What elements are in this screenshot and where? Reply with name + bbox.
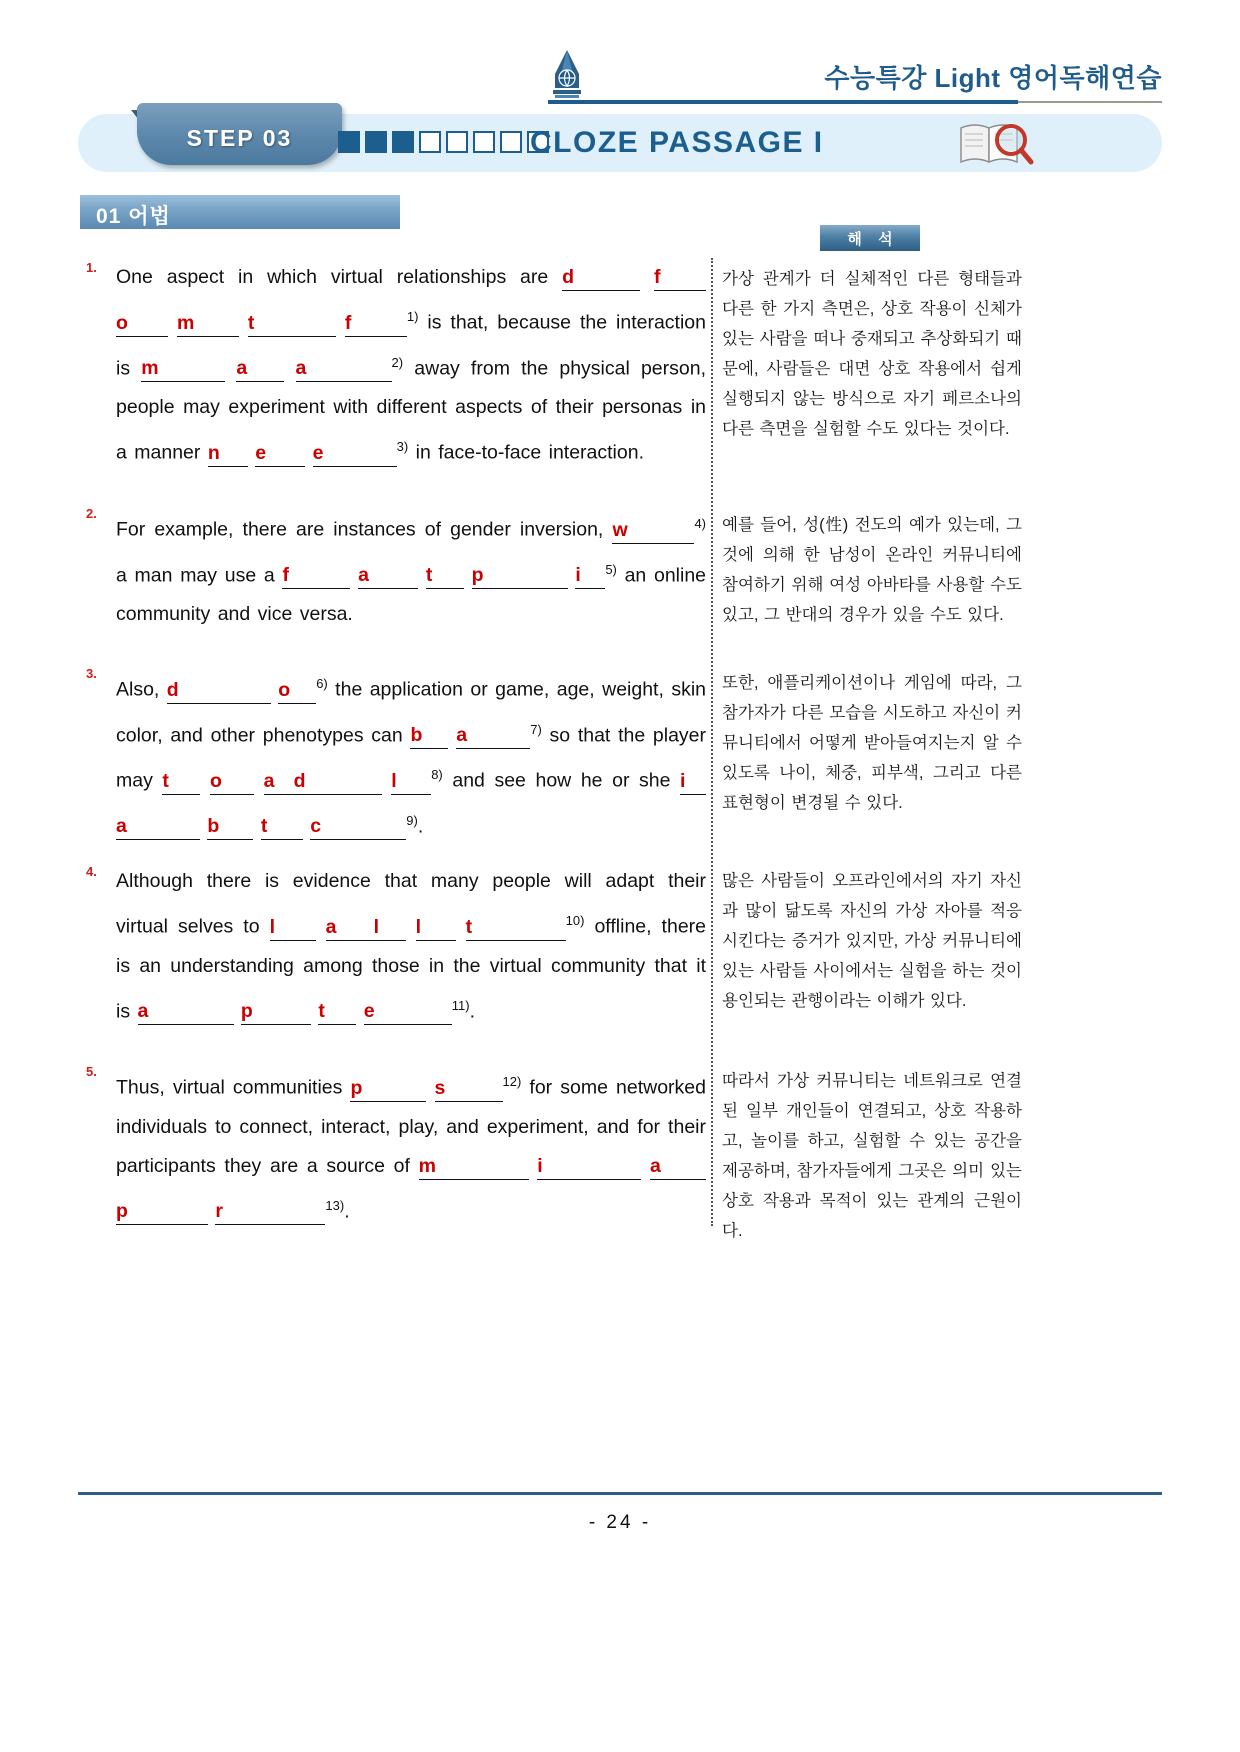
cloze-blank[interactable]: c [310,813,406,840]
question-text: For example, there are instances of gender inversion, w $^{4)}$ a man may use a f a t p i $^{5)}$ an online community and vice versa. [116,516,707,625]
section-header-label: 01 어법 [96,205,171,228]
cloze-blank[interactable]: w [612,517,694,544]
question-number: 2. [86,506,97,521]
cloze-blank[interactable]: t [318,998,356,1025]
blank-footnote-number: 9) [406,812,418,828]
cloze-blank[interactable]: t [466,914,566,941]
cloze-blank[interactable]: l [416,914,456,941]
translation-badge-label: 해 석 [847,231,899,248]
blank-footnote-number: 11) [451,997,470,1013]
question-number: 4. [86,864,97,879]
cloze-blank[interactable]: s [435,1075,503,1102]
cloze-blank[interactable]: i [680,768,706,795]
cloze-blank[interactable]: o [116,310,168,337]
blank-footnote-number: 8) [431,767,443,782]
cloze-blank[interactable]: o [278,677,316,704]
cloze-blank[interactable]: i [575,562,605,589]
question-text: Although there is evidence that many people will adapt their virtual selves to l a l l t $^{10)}$ offline, there is an understanding among those in the virtual community that it is a p t e $^{11)}$. [116,862,706,1031]
progress-square-empty [473,131,495,153]
cloze-blank[interactable]: f [654,264,706,291]
cloze-blank[interactable]: m [419,1153,529,1180]
cloze-blank[interactable]: l [391,768,431,795]
cloze-blank[interactable]: a [116,813,200,840]
cloze-blank[interactable]: f [282,562,350,589]
step-label: STEP 03 [186,125,293,151]
cloze-blank[interactable]: p [116,1198,208,1225]
cloze-blank[interactable]: o [210,768,254,795]
blank-footnote-number: 7) [530,721,542,737]
progress-squares [338,131,549,153]
translation-paragraph: 가상 관계가 더 실체적인 다른 형태들과 다른 한 가지 측면은, 상호 작용이 신체가 있는 사람을 떠나 중재되고 추상화되기 때문에, 사람들은 대면 상호 작용에서 쉽게 실행되지 않는 방식으로 자기 페르소나의 다른 측면을 실험할 수도 있다는 것이다. [722,270,1022,438]
cloze-blank[interactable]: a [456,722,530,749]
cloze-blank[interactable]: a [296,355,392,382]
cloze-blank[interactable]: d [294,768,382,795]
question-number: 1. [86,260,97,275]
cloze-blank[interactable]: p [350,1075,426,1102]
blank-footnote-number: 2) [391,354,404,370]
cloze-blank[interactable]: a [264,768,294,795]
cloze-blank[interactable]: e [313,440,397,467]
progress-square-filled [338,131,360,153]
cloze-blank[interactable]: a [326,914,374,941]
cloze-blank[interactable]: a [138,998,234,1025]
question-block [86,862,706,1031]
progress-square-empty [446,131,468,153]
cloze-blank[interactable]: i [537,1153,641,1180]
question-text: Also, d o $^{6)}$ the application or game, age, weight, skin color, and other phenotypes can b a $^{7)}$ so that the player may t o a d l $^{8)}$ and see how he or she i a b t c $^{9)}$. [116,664,706,846]
blank-footnote-number: 3) [396,439,409,454]
translation-badge [820,225,920,251]
column-divider [711,258,713,1226]
cloze-blank[interactable]: n [208,440,248,467]
question-number: 5. [86,1064,97,1079]
translation-paragraph: 따라서 가상 커뮤니티는 네트워크로 연결된 일부 개인들이 연결되고, 상호 작용하고, 놀이를 하고, 실험할 수 있는 공간을 제공하며, 참가자들에게 그곳은 의미 있는 상호 작용과 목적이 있는 관계의 근원이다. [722,1072,1022,1240]
cloze-blank[interactable]: t [248,310,336,337]
question-text: Thus, virtual communities p s $^{12)}$ for some networked individuals to connect, interact, play, and experiment, and for their participants they are a source of m i a p r $^{13)}$. [116,1062,706,1231]
pen-nib-globe-icon [546,48,588,104]
cloze-blank[interactable]: d [167,677,271,704]
header-rule-dark [548,100,1018,104]
blank-footnote-number: 6) [316,676,328,691]
question-block [86,504,706,634]
cloze-blank[interactable]: p [241,998,311,1025]
cloze-blank[interactable]: b [410,722,448,749]
question-block [86,258,706,473]
blank-footnote-number: 5) [605,561,617,577]
cloze-blank[interactable]: d [562,264,640,291]
translation-paragraph: 많은 사람들이 오프라인에서의 자기 자신과 많이 닮도록 자신의 가상 자아를 적응시킨다는 증거가 있지만, 가상 커뮤니티에 있는 사람들 사이에서는 실험을 하는 것이 용인되는 관행이라는 이해가 있다. [722,872,1022,1010]
blank-footnote-number: 1) [406,309,419,324]
cloze-blank[interactable]: e [364,998,452,1025]
progress-square-empty [419,131,441,153]
translation-paragraph: 또한, 애플리케이션이나 게임에 따라, 그 참가자가 다른 모습을 시도하고 자신이 커뮤니티에서 어떻게 받아들여지는지 알 수 있도록 나이, 체중, 피부색, 그리고 다른 표현형이 변경될 수 있다. [722,674,1022,812]
cloze-blank[interactable]: l [270,914,316,941]
cloze-blank[interactable]: m [177,310,239,337]
book-magnifier-icon [955,118,1035,170]
section-header-bar [80,195,400,229]
question-number: 3. [86,666,97,681]
translation-paragraph: 예를 들어, 성(性) 전도의 예가 있는데, 그것에 의해 한 남성이 온라인 커뮤니티에 참여하기 위해 여성 아바타를 사용할 수도 있고, 그 반대의 경우가 있을 수도 있다. [722,516,1022,624]
cloze-blank[interactable]: t [162,768,200,795]
book-series-title: 수능특강 Light 영어독해연습 [824,63,1162,93]
cloze-blank[interactable]: l [374,914,406,941]
progress-square-empty [500,131,522,153]
blank-footnote-number: 10) [565,913,585,928]
page-title: CLOZE PASSAGE I [530,126,824,159]
question-block [86,1062,706,1231]
cloze-blank[interactable]: a [650,1153,706,1180]
cloze-blank[interactable]: a [236,355,284,382]
cloze-blank[interactable]: r [215,1198,325,1225]
footer-rule [78,1492,1162,1495]
cloze-blank[interactable]: p [472,562,568,589]
blank-footnote-number: 13) [325,1197,345,1213]
page-header [0,0,1240,108]
question-block [86,664,706,846]
cloze-blank[interactable]: b [207,813,253,840]
cloze-blank[interactable]: e [255,440,305,467]
progress-square-filled [365,131,387,153]
cloze-blank[interactable]: t [261,813,303,840]
cloze-blank[interactable]: a [358,562,418,589]
blank-footnote-number: 4) [694,516,706,531]
blank-footnote-number: 12) [502,1074,522,1089]
header-rule-light [1018,101,1162,103]
step-tab [137,103,342,165]
page-number: - 24 - [588,1512,652,1533]
progress-square-filled [392,131,414,153]
cloze-blank[interactable]: t [426,562,464,589]
cloze-blank[interactable]: f [345,310,407,337]
cloze-blank[interactable]: m [141,355,225,382]
question-text: One aspect in which virtual relationships are d f o m t f $^{1)}$ is that, because the interaction is m a a $^{2)}$ away from the physical person, people may experiment with different aspects of their personas in a manner n e e $^{3)}$ in face-to-face interaction. [116,258,706,473]
